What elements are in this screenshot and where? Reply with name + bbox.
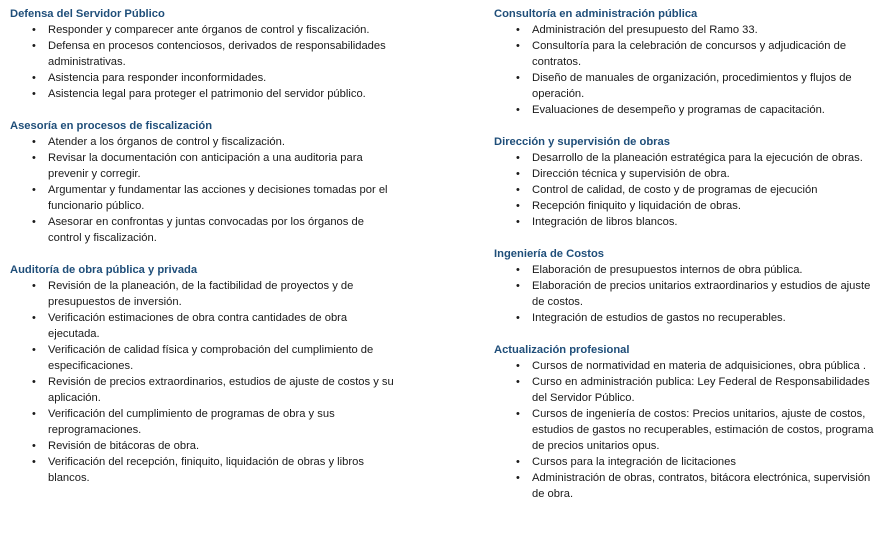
list-item: • Administración del presupuesto del Ramo 33. bbox=[494, 22, 879, 38]
list-item: • Diseño de manuales de organización, procedimientos y flujos de operación. bbox=[494, 70, 879, 102]
list-item: • Cursos de ingeniería de costos: Precios unitarios, ajuste de costos, estudios de gastos no recuperables, estimación de costos, programa de precios unitarios opus. bbox=[494, 406, 879, 454]
list-item: • Dirección técnica y supervisión de obra. bbox=[494, 166, 879, 182]
section-title: Auditoría de obra pública y privada bbox=[10, 264, 198, 276]
section-title: Ingeniería de Costos bbox=[494, 248, 605, 260]
list-item: • Administración de obras, contratos, bitácora electrónica, supervisión de obra. bbox=[494, 470, 879, 502]
bullet-list bbox=[10, 278, 400, 486]
list-item: • Integración de libros blancos. bbox=[494, 214, 879, 230]
bullet-list bbox=[494, 358, 879, 502]
list-item: • Verificación de calidad física y comprobación del cumplimiento de especificaciones. bbox=[10, 342, 400, 374]
list-item: • Consultoría para la celebración de concursos y adjudicación de contratos. bbox=[494, 38, 879, 70]
list-item: • Elaboración de presupuestos internos de obra pública. bbox=[494, 262, 879, 278]
list-item: • Elaboración de precios unitarios extraordinarios y estudios de ajuste de costos. bbox=[494, 278, 879, 310]
section-defensa-servidor-publico bbox=[10, 6, 400, 102]
list-item: • Cursos para la integración de licitaciones bbox=[494, 454, 879, 470]
list-item: • Verificación del recepción, finiquito, liquidación de obras y libros blancos. bbox=[10, 454, 400, 486]
list-item: • Argumentar y fundamentar las acciones y decisiones tomadas por el funcionario público. bbox=[10, 182, 400, 214]
list-item: • Integración de estudios de gastos no recuperables. bbox=[494, 310, 879, 326]
section-actualizacion-profesional bbox=[494, 342, 879, 502]
left-column bbox=[10, 6, 400, 502]
section-title: Actualización profesional bbox=[494, 344, 630, 356]
list-item: • Asesorar en confrontas y juntas convocadas por los órganos de control y fiscalización. bbox=[10, 214, 400, 246]
section-auditoria-obra bbox=[10, 262, 400, 486]
list-item: • Atender a los órganos de control y fiscalización. bbox=[10, 134, 400, 150]
list-item: • Revisión de precios extraordinarios, estudios de ajuste de costos y su aplicación. bbox=[10, 374, 400, 406]
bullet-list bbox=[494, 150, 879, 230]
section-asesoria-fiscalizacion bbox=[10, 118, 400, 246]
list-item: • Verificación estimaciones de obra contra cantidades de obra ejecutada. bbox=[10, 310, 400, 342]
bullet-list bbox=[10, 134, 400, 246]
list-item: • Revisión de la planeación, de la factibilidad de proyectos y de presupuestos de inversión. bbox=[10, 278, 400, 310]
section-consultoria-administracion bbox=[494, 6, 879, 118]
section-ingenieria-costos bbox=[494, 246, 879, 326]
list-item: • Asistencia para responder inconformidades. bbox=[10, 70, 400, 86]
list-item: • Cursos de normatividad en materia de adquisiciones, obra pública . bbox=[494, 358, 879, 374]
list-item: • Responder y comparecer ante órganos de control y fiscalización. bbox=[10, 22, 400, 38]
list-item: • Verificación del cumplimiento de programas de obra y sus reprogramaciones. bbox=[10, 406, 400, 438]
list-item: • Recepción finiquito y liquidación de obras. bbox=[494, 198, 879, 214]
list-item: • Evaluaciones de desempeño y programas de capacitación. bbox=[494, 102, 879, 118]
bullet-list bbox=[494, 22, 879, 118]
section-title: Asesoría en procesos de fiscalización bbox=[10, 120, 213, 132]
bullet-list bbox=[494, 262, 879, 326]
list-item: • Curso en administración publica: Ley Federal de Responsabilidades del Servidor Público. bbox=[494, 374, 879, 406]
list-item: • Revisar la documentación con anticipación a una auditoria para prevenir y corregir. bbox=[10, 150, 400, 182]
list-item: • Revisión de bitácoras de obra. bbox=[10, 438, 400, 454]
list-item: • Desarrollo de la planeación estratégica para la ejecución de obras. bbox=[494, 150, 879, 166]
section-title: Consultoría en administración pública bbox=[494, 8, 698, 20]
section-title: Dirección y supervisión de obras bbox=[494, 136, 670, 148]
section-direccion-supervision bbox=[494, 134, 879, 230]
list-item: • Control de calidad, de costo y de programas de ejecución bbox=[494, 182, 879, 198]
list-item: • Asistencia legal para proteger el patrimonio del servidor público. bbox=[10, 86, 400, 102]
section-title: Defensa del Servidor Público bbox=[10, 8, 165, 20]
bullet-list bbox=[10, 22, 400, 102]
list-item: • Defensa en procesos contenciosos, derivados de responsabilidades administrativas. bbox=[10, 38, 400, 70]
right-column bbox=[494, 6, 879, 518]
